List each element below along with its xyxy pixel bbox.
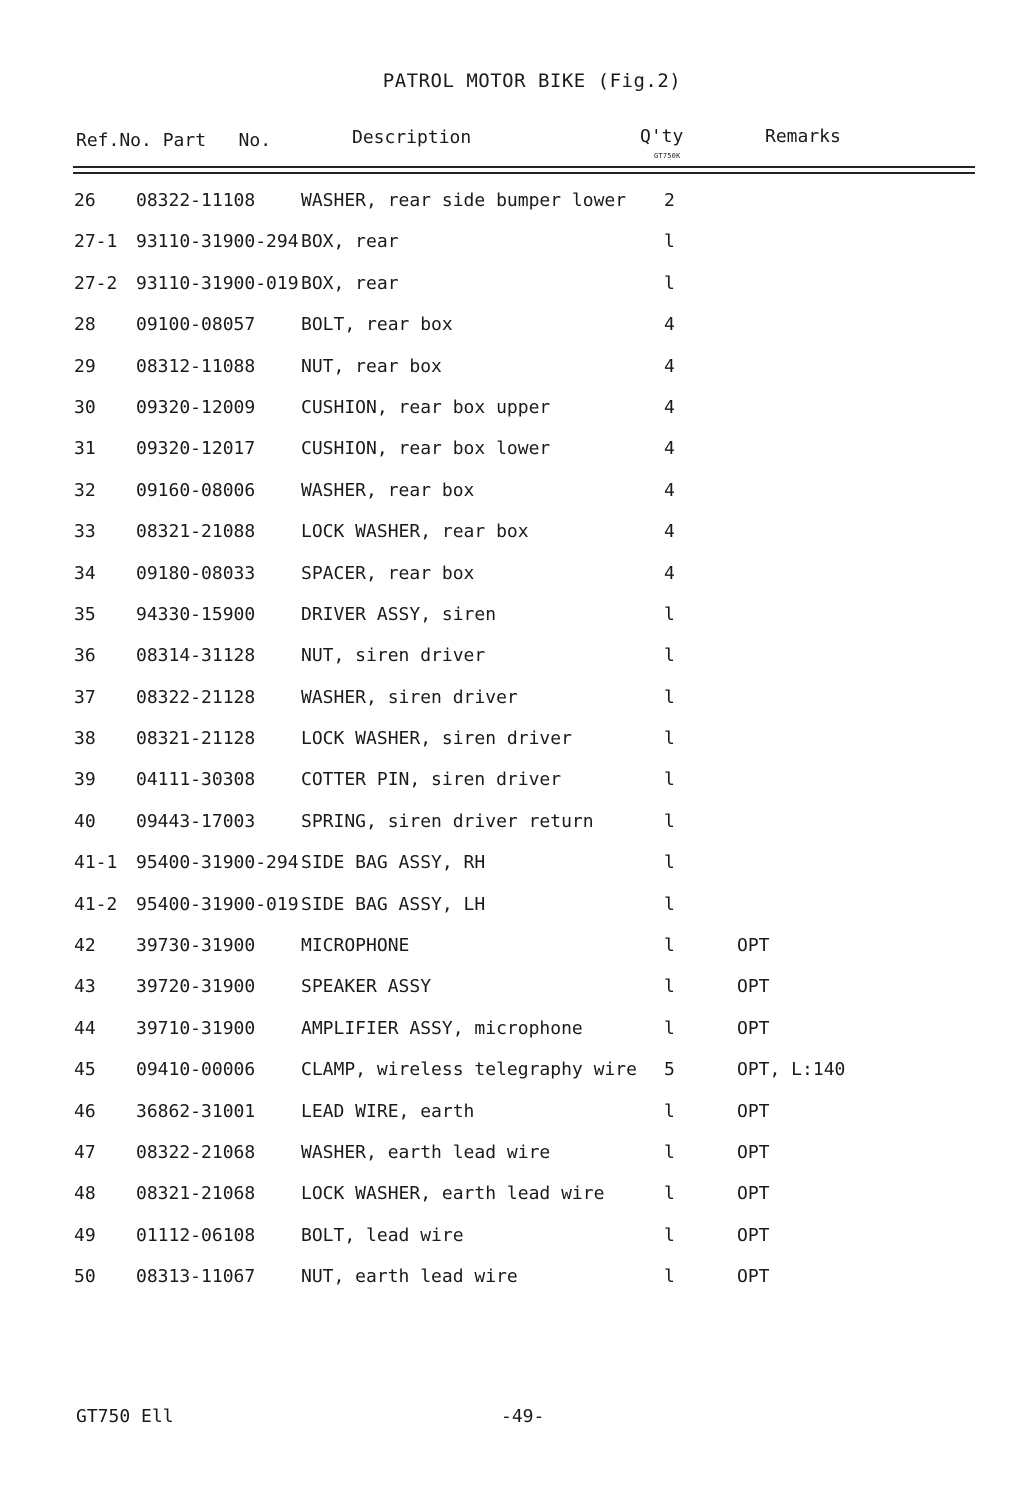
part-description: LOCK WASHER, siren driver — [301, 728, 572, 750]
table-row — [0, 598, 1024, 639]
table-row — [0, 1219, 1024, 1260]
table-row — [0, 474, 1024, 515]
table-row — [0, 308, 1024, 349]
part-remarks: OPT — [737, 976, 770, 998]
table-row — [0, 350, 1024, 391]
part-number: 93110-31900-019 — [136, 272, 299, 294]
part-description: WASHER, siren driver — [301, 686, 518, 708]
part-remarks: OPT — [737, 1224, 770, 1246]
part-quantity: l — [664, 1141, 675, 1163]
part-number: 09320-12009 — [136, 396, 256, 418]
part-quantity: l — [664, 1017, 675, 1039]
ref-number: 36 — [74, 645, 96, 667]
part-description: WASHER, rear side bumper lower — [301, 190, 627, 211]
part-description: BOLT, lead wire — [301, 1224, 464, 1246]
table-row — [0, 763, 1024, 804]
table-row — [0, 681, 1024, 722]
column-header-remarks: Remarks — [765, 126, 841, 147]
part-quantity: l — [664, 1100, 675, 1122]
part-description: LOCK WASHER, earth lead wire — [301, 1183, 605, 1205]
ref-number: 41-1 — [74, 852, 118, 874]
part-quantity: l — [664, 272, 675, 294]
part-number: 08312-11088 — [136, 355, 256, 377]
part-number: 39730-31900 — [136, 935, 256, 957]
part-description: DRIVER ASSY, siren — [301, 603, 497, 625]
part-quantity: l — [664, 935, 675, 957]
ref-number: 49 — [74, 1224, 96, 1246]
table-row — [0, 970, 1024, 1011]
header-divider-top — [73, 166, 975, 168]
table-row — [0, 805, 1024, 846]
table-row — [0, 1260, 1024, 1301]
part-description: SPRING, siren driver return — [301, 810, 594, 832]
part-number: 94330-15900 — [136, 603, 256, 625]
part-number: 08321-21128 — [136, 728, 256, 750]
ref-number: 26 — [74, 190, 96, 211]
ref-number: 27-2 — [74, 272, 118, 294]
part-quantity: l — [664, 603, 675, 625]
part-quantity: 4 — [664, 396, 675, 418]
part-description: LOCK WASHER, rear box — [301, 521, 529, 543]
ref-number: 43 — [74, 976, 96, 998]
part-remarks: OPT — [737, 935, 770, 957]
part-description: MICROPHONE — [301, 935, 410, 957]
part-quantity: 4 — [664, 562, 675, 584]
part-quantity: l — [664, 1266, 675, 1288]
table-row — [0, 432, 1024, 473]
part-description: BOX, rear — [301, 231, 399, 253]
header-divider-bottom — [73, 172, 975, 174]
part-remarks: OPT — [737, 1100, 770, 1122]
part-description: SIDE BAG ASSY, RH — [301, 852, 486, 874]
column-header-ref-part: Ref.No. Part No. — [76, 130, 272, 151]
part-remarks: OPT, L:140 — [737, 1059, 846, 1081]
ref-number: 50 — [74, 1266, 96, 1288]
part-description: CUSHION, rear box upper — [301, 396, 551, 418]
table-row — [0, 1136, 1024, 1177]
part-quantity: l — [664, 893, 675, 915]
part-quantity: 4 — [664, 355, 675, 377]
table-row — [0, 722, 1024, 763]
table-row — [0, 225, 1024, 266]
part-number: 08322-21128 — [136, 686, 256, 708]
part-description: WASHER, rear box — [301, 479, 475, 501]
part-quantity: l — [664, 1183, 675, 1205]
ref-number: 48 — [74, 1183, 96, 1205]
table-row — [0, 1095, 1024, 1136]
part-number: 09160-08006 — [136, 479, 256, 501]
part-quantity: l — [664, 728, 675, 750]
table-row — [0, 184, 1024, 225]
part-quantity: 4 — [664, 479, 675, 501]
table-row — [0, 1012, 1024, 1053]
part-remarks: OPT — [737, 1183, 770, 1205]
part-number: 39720-31900 — [136, 976, 256, 998]
page-number: -49- — [501, 1406, 545, 1427]
part-description: CLAMP, wireless telegraphy wire — [301, 1059, 637, 1081]
part-description: WASHER, earth lead wire — [301, 1141, 551, 1163]
ref-number: 34 — [74, 562, 96, 584]
part-description: COTTER PIN, siren driver — [301, 769, 562, 791]
ref-number: 40 — [74, 810, 96, 832]
part-remarks: OPT — [737, 1266, 770, 1288]
part-description: BOLT, rear box — [301, 314, 453, 336]
part-quantity: l — [664, 645, 675, 667]
part-number: 08322-11108 — [136, 190, 256, 211]
column-header-description: Description — [352, 127, 472, 148]
part-description: AMPLIFIER ASSY, microphone — [301, 1017, 583, 1039]
part-quantity: 4 — [664, 314, 675, 336]
table-row — [0, 888, 1024, 929]
ref-number: 28 — [74, 314, 96, 336]
parts-table — [0, 184, 1024, 1302]
part-quantity: 4 — [664, 521, 675, 543]
part-quantity: 5 — [664, 1059, 675, 1081]
table-row — [0, 267, 1024, 308]
ref-number: 44 — [74, 1017, 96, 1039]
part-number: 09100-08057 — [136, 314, 256, 336]
part-number: 95400-31900-019 — [136, 893, 299, 915]
column-header-qty: Q'ty — [640, 126, 684, 147]
part-description: NUT, rear box — [301, 355, 442, 377]
part-description: BOX, rear — [301, 272, 399, 294]
ref-number: 39 — [74, 769, 96, 791]
part-quantity: l — [664, 231, 675, 253]
ref-number: 45 — [74, 1059, 96, 1081]
table-row — [0, 515, 1024, 556]
part-quantity: l — [664, 810, 675, 832]
part-quantity: l — [664, 976, 675, 998]
ref-number: 33 — [74, 521, 96, 543]
table-row — [0, 639, 1024, 680]
part-description: SIDE BAG ASSY, LH — [301, 893, 486, 915]
part-number: 09410-00006 — [136, 1059, 256, 1081]
part-number: 39710-31900 — [136, 1017, 256, 1039]
part-number: 01112-06108 — [136, 1224, 256, 1246]
ref-number: 46 — [74, 1100, 96, 1122]
part-description: SPACER, rear box — [301, 562, 475, 584]
part-number: 08321-21088 — [136, 521, 256, 543]
part-number: 08322-21068 — [136, 1141, 256, 1163]
part-description: NUT, earth lead wire — [301, 1266, 518, 1288]
table-row — [0, 929, 1024, 970]
part-description: SPEAKER ASSY — [301, 976, 432, 998]
ref-number: 27-1 — [74, 231, 118, 253]
part-quantity: l — [664, 686, 675, 708]
table-row — [0, 1053, 1024, 1094]
part-remarks: OPT — [737, 1017, 770, 1039]
part-number: 04111-30308 — [136, 769, 256, 791]
part-quantity: 2 — [664, 190, 675, 211]
part-description: NUT, siren driver — [301, 645, 486, 667]
part-description: CUSHION, rear box lower — [301, 438, 551, 460]
ref-number: 41-2 — [74, 893, 118, 915]
part-number: 93110-31900-294 — [136, 231, 299, 253]
part-quantity: 4 — [664, 438, 675, 460]
part-remarks: OPT — [737, 1141, 770, 1163]
part-number: 08314-31128 — [136, 645, 256, 667]
table-row — [0, 1177, 1024, 1218]
part-number: 36862-31001 — [136, 1100, 256, 1122]
part-number: 09320-12017 — [136, 438, 256, 460]
part-number: 95400-31900-294 — [136, 852, 299, 874]
table-row — [0, 391, 1024, 432]
part-number: 09180-08033 — [136, 562, 256, 584]
part-number: 08313-11067 — [136, 1266, 256, 1288]
ref-number: 37 — [74, 686, 96, 708]
column-header-qty-model: GT750K — [654, 152, 681, 160]
part-number: 08321-21068 — [136, 1183, 256, 1205]
part-quantity: l — [664, 1224, 675, 1246]
part-description: LEAD WIRE, earth — [301, 1100, 475, 1122]
ref-number: 30 — [74, 396, 96, 418]
footer-model: GT750 Ell — [76, 1406, 174, 1427]
ref-number: 47 — [74, 1141, 96, 1163]
table-row — [0, 557, 1024, 598]
ref-number: 35 — [74, 603, 96, 625]
table-row — [0, 846, 1024, 887]
ref-number: 42 — [74, 935, 96, 957]
ref-number: 38 — [74, 728, 96, 750]
ref-number: 31 — [74, 438, 96, 460]
part-quantity: l — [664, 852, 675, 874]
page-title: PATROL MOTOR BIKE (Fig.2) — [382, 70, 682, 92]
ref-number: 32 — [74, 479, 96, 501]
part-quantity: l — [664, 769, 675, 791]
part-number: 09443-17003 — [136, 810, 256, 832]
ref-number: 29 — [74, 355, 96, 377]
